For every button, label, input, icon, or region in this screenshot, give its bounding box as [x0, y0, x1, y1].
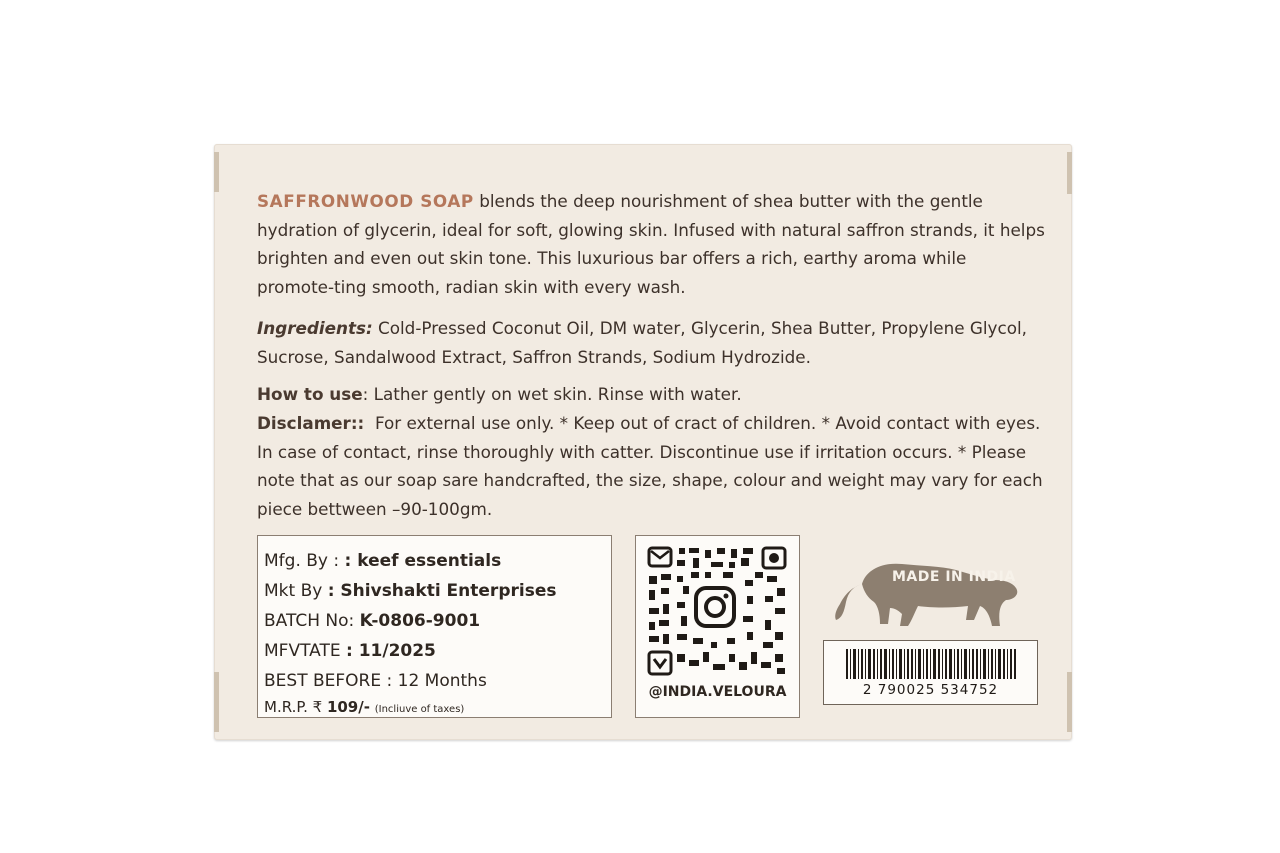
mfdate-value: : 11/2025: [345, 641, 436, 661]
mfg-value: : keef essentials: [344, 551, 502, 571]
barcode-number: 2 790025 534752: [862, 682, 999, 698]
box-flap: [1067, 672, 1072, 732]
chevron-icon: [649, 652, 671, 674]
instagram-icon: [696, 588, 734, 626]
ingredients-section: [257, 314, 1047, 371]
batch-row: [264, 606, 611, 636]
how-to-use-section: [257, 380, 1047, 409]
instagram-handle[interactable]: @INDIA.VELOURA: [648, 684, 787, 700]
mkt-label: Mkt By: [264, 581, 323, 601]
qr-code[interactable]: [647, 546, 787, 676]
best-before-value: 12 Months: [397, 671, 487, 691]
mfg-row: [264, 546, 611, 576]
mfdate-label: MFVTATE: [264, 641, 341, 661]
disclaimer-text: For external use only. * Keep out of cract of children. * Avoid contact with eyes. In case of contact, rinse thoroughly with catter. Discontinue use if irritation occurs. * Please note that as our soap sare handcrafted, the size, shape, colour and weight may vary for each piece bettween –90-100gm.: [257, 413, 1043, 519]
description-text: blends the deep nourishment of shea butter with the gentle hydration of glycerin, ideal for soft, glowing skin. Infused with natural saffron strands, it helps brighten and even out skin tone. This luxurious bar offers a rich, earthy aroma while promote-ting smooth, radian skin with every wash.: [257, 191, 1045, 297]
box-flap: [214, 672, 219, 732]
box-flap: [214, 152, 219, 192]
mrp-note: (Incliuve of taxes): [374, 704, 465, 715]
mrp-value: 109/-: [326, 698, 370, 716]
mfg-label: Mfg. By :: [264, 551, 345, 571]
best-before-row: [264, 666, 611, 696]
qr-code-box: [635, 535, 800, 718]
made-in-india-text: MADE IN INDIA: [892, 569, 1016, 585]
mrp-label: M.R.P. ₹: [264, 698, 327, 716]
disclaimer-label: Disclamer::: [257, 413, 365, 433]
barcode-bars: [846, 649, 1016, 679]
product-description: [257, 187, 1047, 301]
mail-icon: [649, 548, 671, 566]
mrp-row: [264, 696, 611, 721]
manufacturing-info-box: [257, 535, 612, 718]
disclaimer-section: [257, 409, 1047, 523]
batch-value: K-0806-9001: [359, 611, 481, 631]
how-to-use-text: : Lather gently on wet skin. Rinse with water.: [362, 384, 742, 404]
camera-icon: [763, 548, 785, 568]
ingredients-label: Ingredients:: [257, 318, 373, 338]
product-name: SAFFRONWOOD SOAP: [257, 191, 474, 211]
best-before-label: BEST BEFORE :: [264, 671, 398, 691]
mkt-value: : Shivshakti Enterprises: [327, 581, 557, 601]
soap-box-back: [214, 144, 1072, 740]
mkt-row: [264, 576, 611, 606]
how-to-use-label: How to use: [257, 384, 363, 404]
box-flap: [1067, 152, 1072, 194]
batch-label: BATCH No:: [264, 611, 360, 631]
ingredients-text: Cold-Pressed Coconut Oil, DM water, Glycerin, Shea Butter, Propylene Glycol, Sucrose, Sandalwood Extract, Saffron Strands, Sodium Hydrozide.: [257, 318, 1027, 367]
lion-icon: [832, 556, 1032, 636]
barcode: [823, 640, 1038, 705]
mfdate-row: [264, 636, 611, 666]
